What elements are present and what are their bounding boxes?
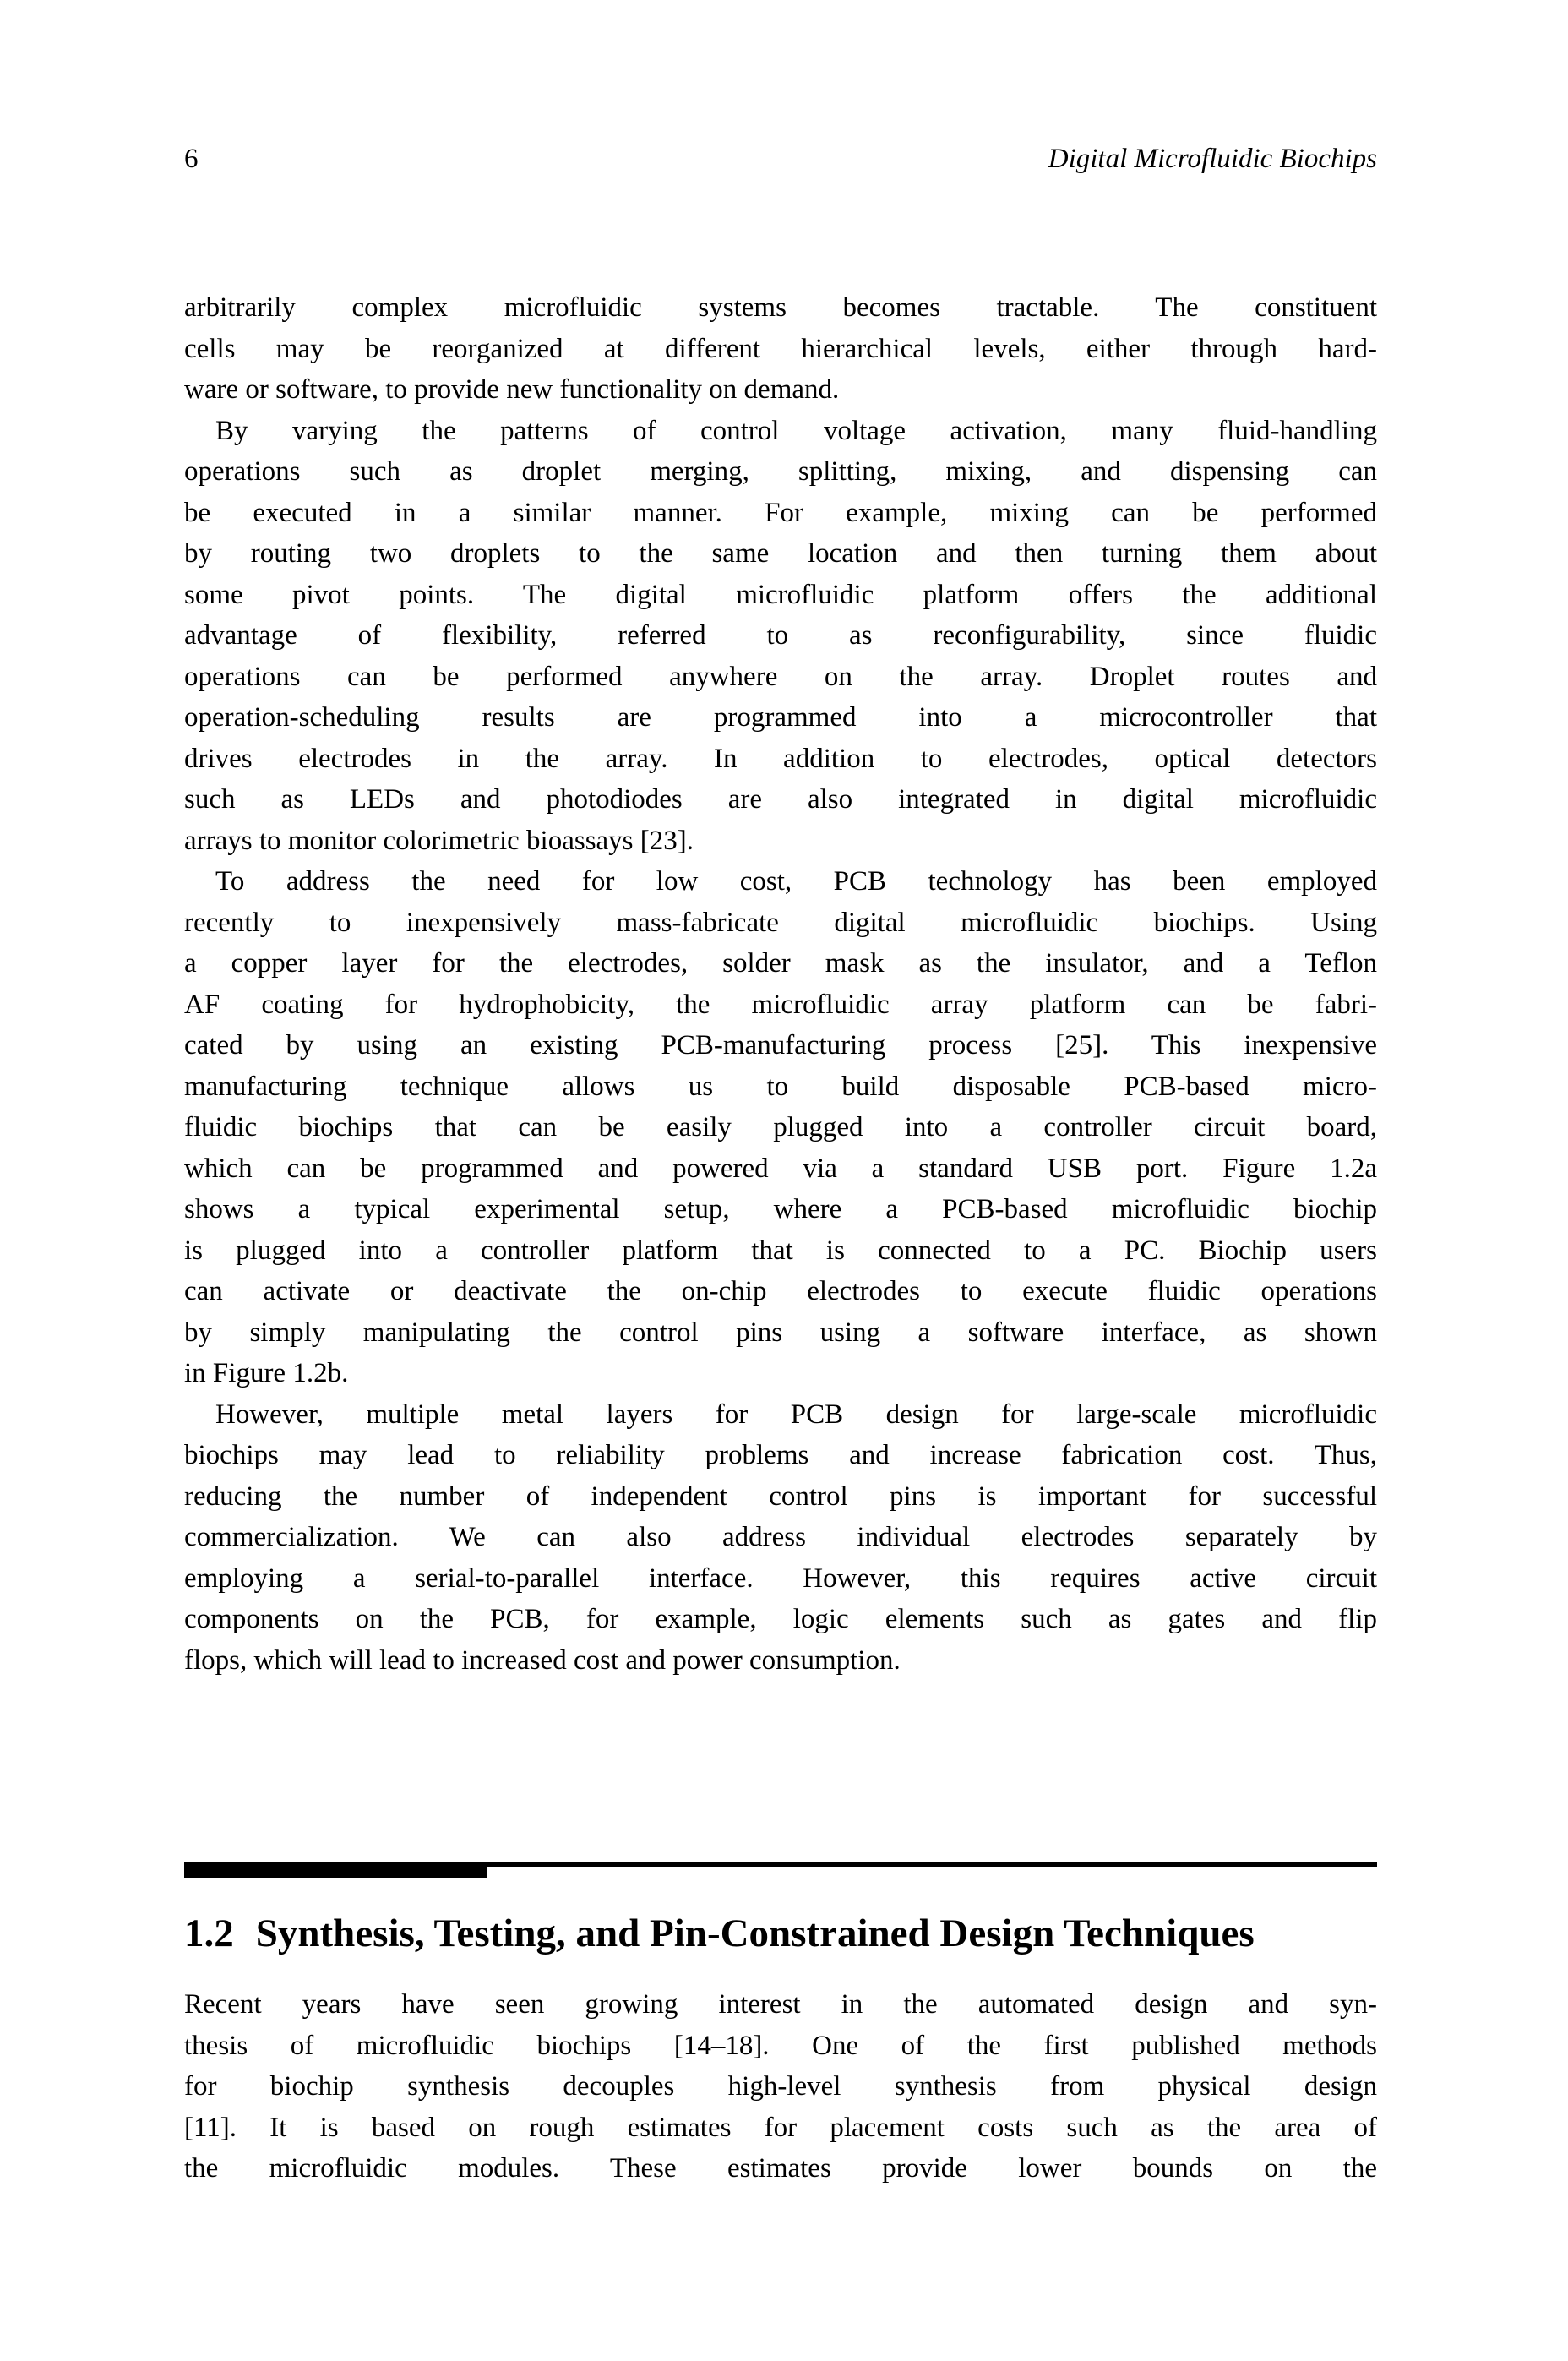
text-line: arrays to monitor colorimetric bioassays [23]. bbox=[184, 825, 694, 856]
text-line: Recent years have seen growing interest in the automated design and syn- bbox=[184, 1989, 1377, 2020]
text-line: the microfluidic modules. These estimates provide lower bounds on the bbox=[184, 2153, 1377, 2184]
text-line: components on the PCB, for example, logic elements such as gates and flip bbox=[184, 1604, 1377, 1634]
text-line: To address the need for low cost, PCB technology has been employed bbox=[215, 866, 1377, 897]
text-line: biochips may lead to reliability problems and increase fabrication cost. Thus, bbox=[184, 1440, 1377, 1470]
paragraph bbox=[184, 1394, 1377, 1682]
text-line: shows a typical experimental setup, where a PCB-based microfluidic biochip bbox=[184, 1194, 1377, 1224]
paragraph bbox=[184, 1984, 1377, 2189]
section-number: 1.2 bbox=[184, 1911, 234, 1955]
text-line: recently to inexpensively mass-fabricate digital microfluidic biochips. Using bbox=[184, 907, 1377, 938]
text-line: by routing two droplets to the same location and then turning them about bbox=[184, 538, 1377, 569]
paragraph bbox=[184, 861, 1377, 1394]
section-rule bbox=[184, 1862, 1377, 1878]
text-line: drives electrodes in the array. In addition to electrodes, optical detectors bbox=[184, 743, 1377, 774]
text-line: manufacturing technique allows us to build disposable PCB-based micro- bbox=[184, 1071, 1377, 1102]
text-line: ware or software, to provide new functionality on demand. bbox=[184, 374, 840, 405]
text-line: thesis of microfluidic biochips [14–18]. One of the first published methods bbox=[184, 2030, 1377, 2061]
text-line: such as LEDs and photodiodes are also integrated in digital microfluidic bbox=[184, 784, 1377, 815]
section-title: Synthesis, Testing, and Pin-Constrained Design Techniques bbox=[255, 1911, 1255, 1955]
text-line: fluidic biochips that can be easily plugged into a controller circuit board, bbox=[184, 1112, 1377, 1142]
text-line: employing a serial-to-parallel interface. However, this requires active circuit bbox=[184, 1562, 1377, 1594]
text-line: is plugged into a controller platform that is connected to a PC. Biochip users bbox=[184, 1235, 1377, 1266]
section-rule-thick-bar bbox=[184, 1862, 487, 1878]
text-line: commercialization. We can also address individual electrodes separately by bbox=[184, 1522, 1377, 1552]
page-header bbox=[184, 142, 1377, 176]
text-line: operations such as droplet merging, splitting, mixing, and dispensing can bbox=[184, 456, 1377, 487]
text-line: a copper layer for the electrodes, solder mask as the insulator, and a Teflon bbox=[184, 948, 1377, 979]
text-line: cells may be reorganized at different hierarchical levels, either through hard- bbox=[184, 333, 1377, 364]
text-line: advantage of flexibility, referred to as reconfigurability, since fluidic bbox=[184, 620, 1377, 651]
paragraph bbox=[184, 287, 1377, 411]
section-text bbox=[184, 1984, 1377, 2189]
text-line: operation-scheduling results are programmed into a microcontroller that bbox=[184, 702, 1377, 733]
text-line: AF coating for hydrophobicity, the microfluidic array platform can be fabri- bbox=[184, 989, 1377, 1020]
text-line: operations can be performed anywhere on the array. Droplet routes and bbox=[184, 661, 1377, 692]
text-line: which can be programmed and powered via a standard USB port. Figure 1.2a bbox=[184, 1153, 1377, 1184]
paragraph bbox=[184, 411, 1377, 862]
text-line: However, multiple metal layers for PCB design for large-scale microfluidic bbox=[215, 1399, 1377, 1430]
text-line: for biochip synthesis decouples high-level synthesis from physical design bbox=[184, 2071, 1377, 2102]
text-line: arbitrarily complex microfluidic systems becomes tractable. The constituent bbox=[184, 292, 1377, 323]
text-line: by simply manipulating the control pins using a software interface, as shown bbox=[184, 1317, 1377, 1348]
text-line: be executed in a similar manner. For example, mixing can be performed bbox=[184, 497, 1377, 528]
page-number: 6 bbox=[184, 144, 199, 174]
text-line: By varying the patterns of control voltage activation, many fluid-handling bbox=[215, 415, 1377, 446]
body-text bbox=[184, 287, 1377, 1681]
text-line: in Figure 1.2b. bbox=[184, 1358, 349, 1388]
text-line: flops, which will lead to increased cost and power consumption. bbox=[184, 1644, 901, 1676]
text-line: cated by using an existing PCB-manufacturing process [25]. This inexpensive bbox=[184, 1030, 1377, 1061]
text-line: reducing the number of independent control pins is important for successful bbox=[184, 1480, 1377, 1512]
text-line: can activate or deactivate the on-chip electrodes to execute fluidic operations bbox=[184, 1276, 1377, 1306]
text-line: [11]. It is based on rough estimates for placement costs such as the area of bbox=[184, 2112, 1377, 2143]
section-heading bbox=[184, 1910, 1377, 1957]
running-title: Digital Microfluidic Biochips bbox=[1048, 144, 1377, 174]
text-line: some pivot points. The digital microfluidic platform offers the additional bbox=[184, 579, 1377, 610]
